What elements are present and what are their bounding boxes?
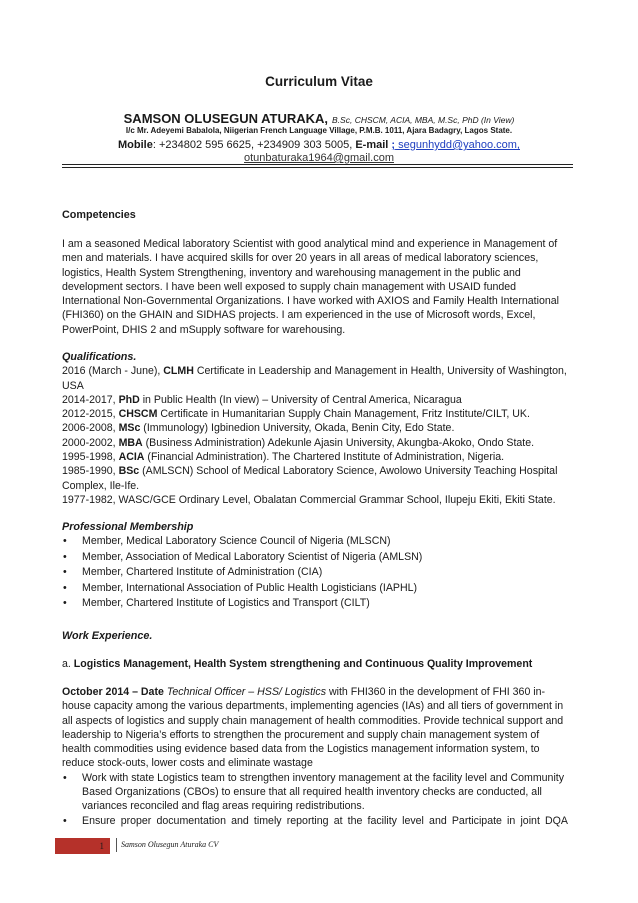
email-colon: ; [391, 139, 396, 151]
qualification-item [62, 407, 574, 421]
qualification-years: 1985-1990, [62, 465, 119, 478]
qualification-detail: (Financial Administration). The Chartered Institute of Administration, Nigeria. [144, 451, 505, 464]
email-link-primary[interactable]: segunhydd@yahoo.com, [395, 139, 520, 151]
qualification-detail: Certificate in Leadership and Management in Health, University of Washington, [193, 365, 567, 378]
footer-text: Samson Olusegun Aturaka CV [121, 840, 219, 849]
qualification-item [62, 464, 574, 493]
list-item [62, 534, 574, 550]
qualification-years: 2014-2017, [62, 393, 119, 406]
qualification-detail: 1977-1982, WASC/GCE Ordinary Level, Obalatan Commercial Grammar School, Ilupeju Ekiti, Ekiti State. [62, 493, 556, 506]
membership-section [62, 520, 574, 612]
footer-divider [116, 838, 117, 852]
header-divider [62, 164, 573, 165]
membership-text: Member, Chartered Institute of Administration (CIA) [82, 566, 323, 579]
job-first-line [62, 685, 574, 699]
job-description: with FHI360 in the development of FHI 360 in- [326, 686, 546, 698]
list-item [62, 565, 574, 581]
paragraph-line: International Non-Governmental Organizations. I have worked with AXIOS and Family Health International [62, 295, 559, 308]
paragraph-line: leadership to Nigeria’s efforts to strengthen the procurement and supply chain management system of [62, 728, 540, 741]
qualification-detail: in Public Health (In view) – University of Central America, Nicaragua [139, 393, 462, 406]
qualification-years: 2006-2008, [62, 422, 119, 435]
competencies-paragraph [62, 237, 574, 337]
list-item [62, 596, 574, 612]
qualification-years: 2012-2015, [62, 408, 119, 421]
list-item [62, 581, 574, 597]
mobile-label: Mobile [118, 139, 153, 151]
contact-line [0, 139, 638, 151]
work-subheading [62, 657, 574, 671]
qualification-item [62, 364, 574, 393]
bullet-icon: • [63, 814, 67, 827]
paragraph-line: reduce stock-outs, lower costs and eliminate wastage [62, 757, 313, 770]
paragraph-line: men and materials. I have acquired skills for over 20 years in all areas of medical laboratory sciences, [62, 252, 539, 265]
section-heading: Qualifications. [62, 351, 137, 363]
qualification-degree: CLMH [163, 365, 194, 378]
document-title: Curriculum Vitae [265, 74, 373, 89]
qualification-degree: PhD [118, 393, 140, 406]
qualification-degree: ACIA [118, 451, 145, 464]
subheading-text: Logistics Management, Health System strengthening and Continuous Quality Improvement [73, 658, 533, 670]
paragraph-line: PowerPoint, DHIS 2 and mSupply software for warehousing. [62, 323, 346, 336]
bullet-icon: • [63, 771, 67, 784]
subheading-prefix: a. [62, 658, 74, 670]
membership-text: Member, Association of Medical Laboratory Scientist of Nigeria (AMLSN) [82, 550, 423, 563]
qualification-years: 1995-1998, [62, 451, 119, 464]
qualification-degree: MBA [118, 436, 143, 449]
qualification-detail: (AMLSCN) School of Medical Laboratory Science, Awolowo University Teaching Hospital [139, 465, 558, 478]
qualification-detail-cont: Complex, Ile-Ife. [62, 479, 140, 492]
qualifications-section [62, 350, 574, 507]
qualification-degree: BSc [118, 465, 140, 478]
job-date: October 2014 – Date [62, 686, 164, 698]
header-divider-thin [62, 167, 573, 168]
paragraph-line: house capacity among the various departments, implementing agencies (IAs) and all tiers of government in [62, 700, 564, 713]
mobile-numbers: : +234802 595 6625, +234909 303 5005, [152, 139, 353, 151]
membership-list [62, 534, 574, 612]
qualification-degree: CHSCM [118, 408, 158, 421]
job-entry [62, 685, 574, 828]
section-heading: Competencies [62, 209, 136, 221]
paragraph-line: I am a seasoned Medical laboratory Scientist with good analytical mind and experience in Management of [62, 238, 558, 250]
list-item [62, 814, 574, 828]
bullet-icon: • [63, 566, 67, 579]
qualification-item [62, 436, 574, 450]
responsibility-line: Based Organizations (CBOs) to ensure that all required health inventory checks are conducted, all [82, 786, 542, 799]
responsibility-line: variances reconciled and flag areas requiring redistributions. [82, 800, 365, 813]
qualification-detail: (Business Administration) Adekunle Ajasin University, Akungba-Akoko, Ondo State. [142, 436, 535, 449]
page-number: 1 [99, 841, 104, 851]
bullet-icon: • [63, 597, 67, 610]
responsibility-list [62, 771, 574, 828]
job-role: Technical Officer – HSS/ Logistics [163, 686, 326, 698]
paragraph-line: all aspects of logistics and supply chain management of health commodities. Provide technical support and [62, 714, 564, 727]
membership-text: Member, Medical Laboratory Science Council of Nigeria (MLSCN) [82, 535, 391, 548]
list-item [62, 771, 574, 814]
bullet-icon: • [63, 535, 67, 548]
qualification-item [62, 493, 574, 507]
bullet-icon: • [63, 550, 67, 563]
email-link-secondary[interactable]: otunbaturaka1964@gmail.com [244, 152, 394, 164]
qualification-item [62, 421, 574, 435]
work-heading [62, 629, 574, 643]
qualification-years: 2016 (March - June), [62, 365, 164, 378]
credentials: B.Sc, CHSCM, ACIA, MBA, M.Sc, PhD (In View) [332, 115, 515, 125]
section-heading: Work Experience. [62, 630, 153, 642]
qualification-years: 2000-2002, [62, 436, 119, 449]
paragraph-line: development sectors. I have been well exposed to supply chain management with USAID funded [62, 280, 517, 293]
contact-line-2 [0, 152, 638, 164]
qualification-item [62, 450, 574, 464]
qualification-degree: MSc [118, 422, 141, 435]
membership-text: Member, Chartered Institute of Logistics and Transport (CILT) [82, 597, 370, 610]
paragraph-line: (FHI360) on the GHAIN and SIDHAS projects. I am experienced in the use of Microsoft words, Excel, [62, 309, 536, 322]
qualification-detail: (Immunology) Igbinedion University, Okada, Benin City, Edo State. [140, 422, 455, 435]
competencies-heading [62, 208, 574, 222]
membership-text: Member, International Association of Public Health Logisticians (IAPHL) [82, 581, 418, 594]
applicant-name: SAMSON OLUSEGUN ATURAKA, [123, 111, 329, 126]
paragraph-line: health commodities using evidence based data from the Logistics management information system, to [62, 743, 540, 756]
bullet-icon: • [63, 581, 67, 594]
list-item [62, 550, 574, 566]
responsibility-line: Work with state Logistics team to strengthen inventory management at the facility level and Community [82, 771, 565, 784]
paragraph-line: logistics, Health System Strengthening, inventory and warehousing management in the public and [62, 266, 521, 279]
email-label: E-mail [355, 139, 389, 151]
section-heading: Professional Membership [62, 521, 194, 533]
qualification-detail-cont: USA [62, 379, 84, 392]
qualification-item [62, 393, 574, 407]
postal-address: I/c Mr. Adeyemi Babalola, Niigerian French Language Village, P.M.B. 1011, Ajara Badagry, Lagos State. [125, 126, 513, 135]
qualification-detail: Certificate in Humanitarian Supply Chain Management, Fritz Institute/CILT, UK. [157, 408, 530, 421]
responsibility-line: Ensure proper documentation and timely reporting at the facility level and Participate in joint DQA [82, 814, 568, 827]
